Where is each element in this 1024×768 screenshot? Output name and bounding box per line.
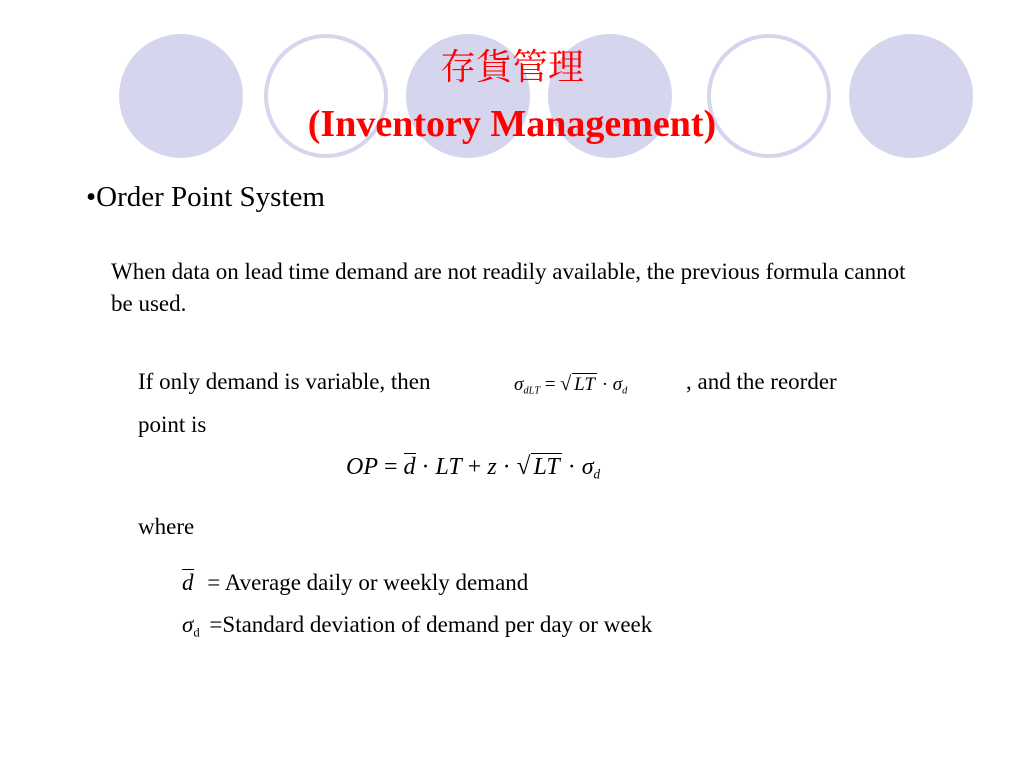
op-dot-1: · — [421, 454, 430, 480]
sigma-symbol-2: σ — [612, 374, 623, 395]
op-equals: = — [384, 454, 398, 480]
definition-sigma-d — [182, 610, 652, 647]
slide-title-chinese: 存貨管理 — [439, 47, 584, 88]
dot-operator: · — [601, 374, 609, 395]
def-text-1: Average daily or weekly demand — [224, 570, 529, 595]
def-text-2: Standard deviation of demand per day or week — [222, 612, 653, 637]
condition-continuation: point is — [138, 412, 207, 437]
intro-paragraph: When data on lead time demand are not readily available, the previous formula cannot be used. — [111, 259, 906, 316]
op-plus: + — [467, 454, 482, 480]
op-lt-2: LT — [533, 454, 560, 480]
sigma-dlt-formula — [514, 369, 627, 407]
def-sigma-subscript: d — [193, 625, 200, 640]
definition-d-bar — [182, 568, 528, 598]
slide-title-english: (Inventory Management) — [307, 103, 717, 145]
op-sigma: σ — [581, 454, 594, 480]
bullet-order-point-system: •Order Point System — [86, 181, 325, 213]
d-bar-symbol: d — [403, 454, 416, 480]
op-sigma-subscript: d — [593, 466, 601, 482]
def-equals-2: = — [209, 612, 223, 637]
condition-prefix: If only demand is variable, then — [138, 369, 431, 394]
equals-sign: = — [544, 374, 556, 395]
lt-term: LT — [574, 374, 595, 395]
def-d-bar-symbol: d — [182, 570, 194, 595]
op-dot-3: · — [567, 454, 576, 480]
condition-suffix: , and the reorder — [686, 369, 837, 394]
def-sigma-symbol: σ — [182, 612, 194, 637]
op-z: z — [487, 454, 497, 480]
sigma-subscript-2: d — [622, 385, 628, 397]
sqrt-icon: √ — [560, 373, 572, 395]
sigma-subscript: dLT — [523, 385, 540, 397]
op-lt-1: LT — [435, 454, 462, 480]
order-point-formula — [346, 452, 600, 490]
op-dot-2: · — [502, 454, 511, 480]
op-lhs: OP — [346, 454, 378, 480]
where-label: where — [138, 514, 195, 539]
op-sqrt-icon: √ — [516, 453, 531, 480]
sigma-symbol: σ — [514, 374, 524, 395]
def-equals-1: = — [207, 570, 221, 595]
